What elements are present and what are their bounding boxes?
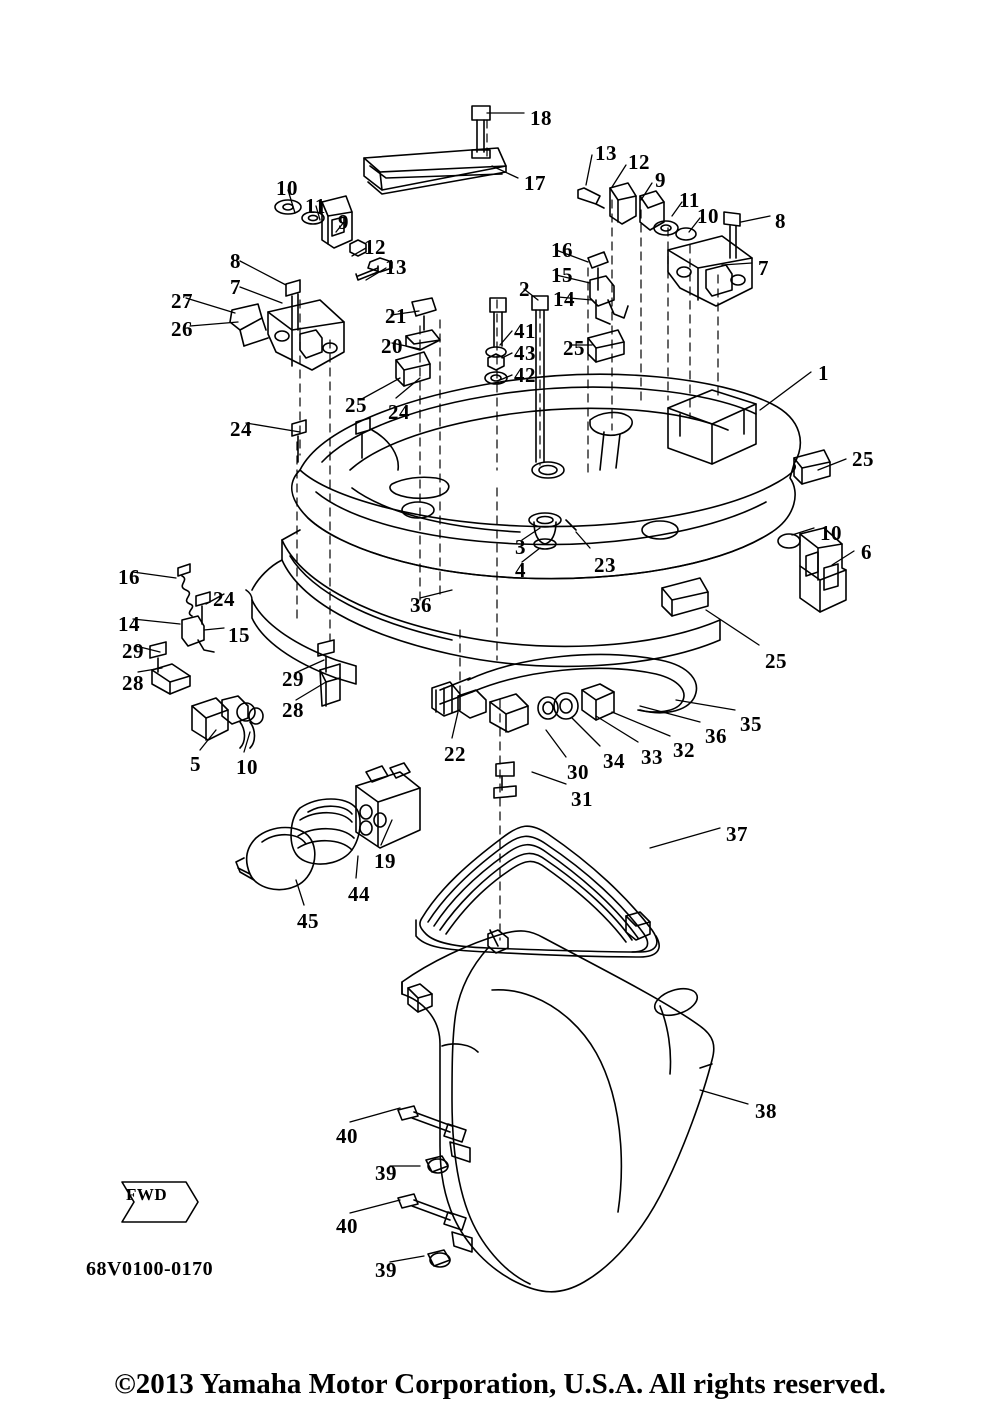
callout-number: 1 (818, 361, 829, 385)
callout-number: 4 (515, 558, 526, 582)
callout-number: 41 (514, 319, 536, 343)
callout-number: 25 (563, 336, 585, 360)
callout-number: 18 (530, 106, 552, 130)
callout-number: 42 (514, 363, 536, 387)
callout-number: 9 (655, 168, 666, 192)
callout-number: 45 (297, 909, 319, 933)
callout-number: 17 (524, 171, 546, 195)
callout-number: 39 (375, 1161, 397, 1185)
callout-number: 10 (697, 204, 719, 228)
callout-number: 16 (118, 565, 140, 589)
callout-number: 20 (381, 334, 403, 358)
callout-number: 11 (305, 194, 326, 218)
callout-number: 37 (726, 822, 748, 846)
callout-number: 29 (122, 639, 144, 663)
callout-number: 34 (603, 749, 625, 773)
callout-number: 23 (594, 553, 616, 577)
callout-number: 14 (553, 287, 575, 311)
callout-number: 24 (230, 417, 252, 441)
callout-number: 38 (755, 1099, 777, 1123)
callout-number: 24 (388, 400, 410, 424)
callout-number: 25 (852, 447, 874, 471)
callout-number: 13 (385, 255, 407, 279)
callout-number: 7 (230, 275, 241, 299)
callout-number: 40 (336, 1124, 358, 1148)
callout-number: 28 (122, 671, 144, 695)
callout-number: 6 (861, 540, 872, 564)
callout-number: 40 (336, 1214, 358, 1238)
callout-number: 8 (775, 209, 786, 233)
callout-number: 39 (375, 1258, 397, 1282)
callout-number: 15 (551, 263, 573, 287)
callout-number: 25 (345, 393, 367, 417)
callout-number: 14 (118, 612, 140, 636)
callout-number: 16 (551, 238, 573, 262)
callout-number: 7 (758, 256, 769, 280)
callout-number: 3 (515, 535, 526, 559)
callout-number: 2 (519, 277, 530, 301)
callout-number: 44 (348, 882, 370, 906)
callout-number: 5 (190, 752, 201, 776)
callout-number: 10 (236, 755, 258, 779)
callout-number: 27 (171, 289, 193, 313)
callout-number: 24 (213, 587, 235, 611)
callout-number: 15 (228, 623, 250, 647)
callout-number: 33 (641, 745, 663, 769)
callout-number: 35 (740, 712, 762, 736)
callout-number: 29 (282, 667, 304, 691)
part-code-label: 68V0100-0170 (86, 1258, 214, 1280)
callout-number: 22 (444, 742, 466, 766)
callout-number: 11 (679, 188, 700, 212)
callout-number: 30 (567, 760, 589, 784)
callout-number: 9 (338, 210, 349, 234)
callout-number: 43 (514, 341, 536, 365)
callout-number: 26 (171, 317, 193, 341)
callout-number: 13 (595, 141, 617, 165)
callout-number: 12 (364, 235, 386, 259)
callout-number: 21 (385, 304, 407, 328)
callout-number: 25 (765, 649, 787, 673)
callout-number: 10 (820, 521, 842, 545)
callout-number: 36 (410, 593, 432, 617)
callout-number: 31 (571, 787, 593, 811)
callout-number: 28 (282, 698, 304, 722)
callout-number: 36 (705, 724, 727, 748)
callout-number: 8 (230, 249, 241, 273)
callout-number: 12 (628, 150, 650, 174)
callout-number: 32 (673, 738, 695, 762)
fwd-arrow-label: FWD (126, 1185, 168, 1204)
callout-number: 19 (374, 849, 396, 873)
copyright-notice: ©2013 Yamaha Motor Corporation, U.S.A. All rights reserved. (114, 1368, 886, 1400)
callout-number: 10 (276, 176, 298, 200)
